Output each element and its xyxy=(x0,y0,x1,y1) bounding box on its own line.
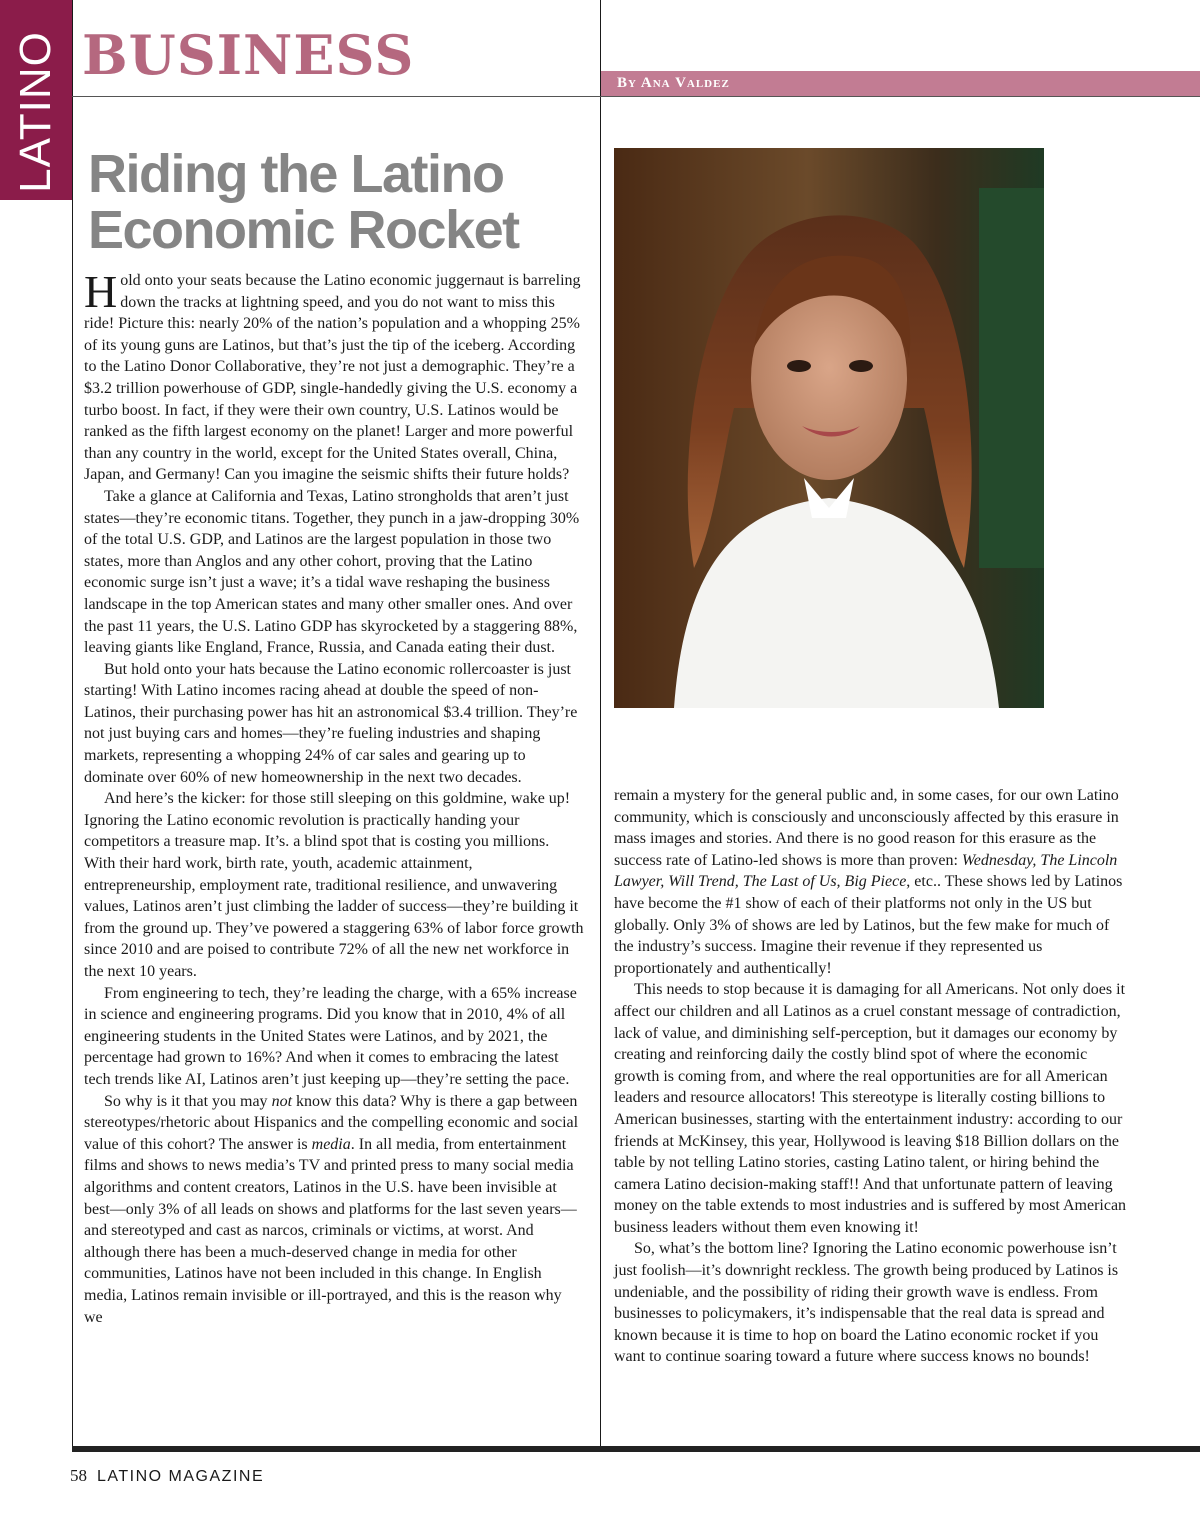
paragraph-6: So why is it that you may not know this data? Why is there a gap between stereotypes/rhetoric about Hispanics and the compelling economic and social value of this cohort? The answer is media. In all media, from entertainment films and shows to news media’s TV and printed press to many social media algorithms and content creators, Latinos in the U.S. have been invisible at best—only 3% of all leads on shows and platforms for the last seven years—and stereotyped and cast as narcos, criminals or victims, at worst. And although there has been a much-deserved change in media for other communities, Latinos have not been included in this change. In English media, Latinos remain invisible or ill-portrayed, and this is the reason why we xyxy=(84,1092,579,1326)
paragraph-4: And here’s the kicker: for those still sleeping on this goldmine, wake up! Ignoring the Latino economic revolution is practically handing your competitors a treasure map. It’s. a blind spot that is costing you millions. With their hard work, birth rate, youth, academic attainment, entrepreneurship, employment rate, traditional resilience, and unwavering values, Latinos aren’t just climbing the ladder of success—they’re building it from the ground up. They’ve powered a staggering 63% of labor force growth since 2010 and are poised to contribute 72% of all the new net workforce in the next 10 years. xyxy=(84,790,584,980)
section-title: BUSINESS xyxy=(82,23,415,87)
paragraph-9: So, what’s the bottom line? Ignoring the Latino economic powerhouse isn’t just foolish—it’s downright reckless. The growth being produced by Latinos is undeniable, and the possibility of riding their growth wave is endless. From businesses to policymakers, it’s indispensable that the real data is spread and known because it is time to hop on board the Latino economic rocket if you want to continue soaring toward a future where success knows no bounds! xyxy=(614,1240,1119,1366)
drop-cap: H xyxy=(84,266,118,317)
bottom-rule xyxy=(72,1446,1200,1452)
paragraph-3: But hold onto your hats because the Latino economic rollercoaster is just starting! With Latino incomes racing ahead at double the speed of non-Latinos, their purchasing power has hit an astronomical $3.4 trillion. They’re not just buying cars and homes—they’re fueling industries and shaping markets, representing a whopping 24% of car sales and gearing up to dominate over 60% of new homeownership in the next two decades. xyxy=(84,660,578,786)
article-headline: Riding the Latino Economic Rocket xyxy=(88,144,519,260)
header-rule xyxy=(72,96,1200,97)
article-column-left xyxy=(84,266,584,1328)
paragraph-8: This needs to stop because it is damaging for all Americans. Not only does it affect our children and all Latinos as a cruel constant message of contradiction, lack of value, and diminishing self-perception, but it damages our economy by creating and reinforcing daily the costly blind spot of where the economic growth is coming from, and where the real opportunities are for all American leaders and resource allocators! This stereotype is literally costing billions to American businesses, starting with the entertainment industry: according to our friends at McKinsey, this year, Hollywood is leaving $18 Billion dollars on the table by not telling Latino stories, casting Latino talent, or hiring behind the camera Latino decision-making staff!! And that unfortunate pattern of leaving money on the table extends to most industries and is suffered by most American business leaders without them even knowing it! xyxy=(614,981,1127,1236)
paragraph-7: remain a mystery for the general public and, in some cases, for our own Latino community, which is consciously and unconsciously affected by this erasure in mass images and stories. And there is no good reason for this erasure as the success rate of Latino-led shows is more than proven: Wednesday, The Lincoln Lawyer, Will Trend, The Last of Us, Big Piece, etc.. These shows led by Latinos have become the #1 show of each of their platforms not only in the US but globally. Only 3% of shows are led by Latinos, but the few make for much of the industry’s success. Imagine their revenue if they represented us proportionately and authentically! xyxy=(614,787,1123,977)
paragraph-2: Take a glance at California and Texas, Latino strongholds that aren’t just states—they’re economic titans. Together, they punch in a jaw-dropping 30% of the total U.S. GDP, and Latinos are the largest population in those two states, more than Anglos and any other cohort, proving that the Latino economic surge isn’t just a wave; it’s a tidal wave reshaping the business landscape in the top American states and many other smaller ones. And over the past 11 years, the U.S. Latino GDP has skyrocketed by a staggering 88%, leaving giants like England, France, Russia, and Canada eating their dust. xyxy=(84,487,580,657)
left-rule xyxy=(72,0,73,1450)
paragraph-1: Hold onto your seats because the Latino economic juggernaut is barreling down the tracks at lightning speed, and you do not want to miss this ride! Picture this: nearly 20% of the nation’s population and a whopping 25% of its young guns are Latinos, but that’s just the tip of the iceberg. According to the Latino Donor Collaborative, they’re not just a demographic. They’re a $3.2 trillion powerhouse of GDP, single-handedly giving the U.S. economy a turbo boost. In fact, if they were their own country, U.S. Latinos would be ranked as the fifth largest economy on the planet! Larger and more powerful than any country in the world, except for the United States overall, China, Japan, and Germany! Can you imagine the seismic shifts their future holds? xyxy=(84,266,581,484)
portrait-illustration xyxy=(614,148,1044,708)
byline-bar xyxy=(601,71,1200,96)
side-tab xyxy=(0,0,72,200)
publication-name: LATINO MAGAZINE xyxy=(97,1468,265,1485)
paragraph-5: From engineering to tech, they’re leading the charge, with a 65% increase in science and engineering programs. Did you know that in 2010, 4% of all engineering students in the United States were Latinos, and by 2021, the percentage had grown to 16%? And when it comes to embracing the latest tech trends like AI, Latinos aren’t just keeping up—they’re setting the pace. xyxy=(84,984,577,1088)
side-tab-label: LATINO xyxy=(11,31,60,193)
page-footer xyxy=(70,1466,264,1486)
page-number: 58 xyxy=(70,1466,87,1485)
column-divider xyxy=(600,0,601,1450)
author-photo xyxy=(614,148,1044,708)
byline: By Ana Valdez xyxy=(617,75,730,91)
article-column-right xyxy=(614,785,1130,1368)
